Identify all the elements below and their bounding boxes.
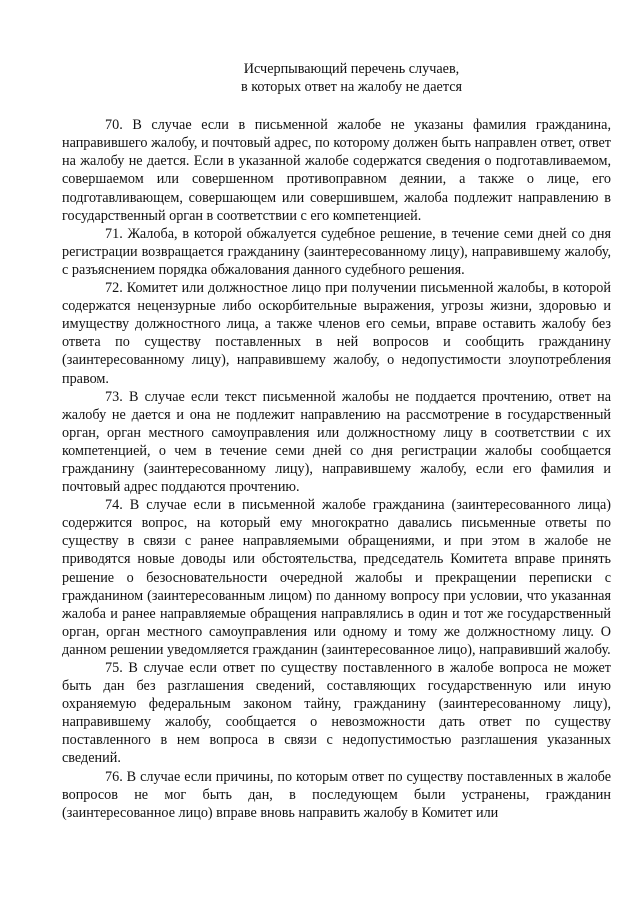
- paragraph-74: 74. В случае если в письменной жалобе гражданина (заинтересованного лица) содержится вопрос, на который ему многократно давались письменные ответы по существу в связи с ранее направляемыми обращениями, и при этом в жалобе не приводятся новые доводы или обстоятельства, председатель Комитета вправе принять решение о безосновательности очередной жалобы и прекращении переписки с гражданином (заинтересованным лицом) по данному вопросу при условии, что указанная жалоба и ранее направляемые обращения направлялись в один и тот же государственный орган, орган местного самоуправления или одному и тому же должностному лицу. О данном решении уведомляется гражданин (заинтересованное лицо), направивший жалобу.: [62, 497, 611, 658]
- paragraph-73: 73. В случае если текст письменной жалобы не поддается прочтению, ответ на жалобу не дается и она не подлежит направлению на рассмотрение в государственный орган, орган местного самоуправления или должностному лицу в соответствии с их компетенцией, о чем в течение семи дней со дня регистрации жалобы сообщается гражданину (заинтересованному лицу), направившему жалобу, если его фамилия и почтовый адрес поддаются прочтению.: [62, 388, 611, 496]
- paragraph-70: 70. В случае если в письменной жалобе не указаны фамилия гражданина, направившего жалобу, и почтовый адрес, по которому должен быть направлен ответ, ответ на жалобу не дается. Если в указанной жалобе содержатся сведения о подготавливаемом, совершаемом или совершенном противоправном деянии, а также о лице, его подготавливающем, совершающем или совершившем, жалоба подлежит направлению в государственный орган в соответствии с его компетенцией.: [62, 117, 611, 224]
- title-line-1: Исчерпывающий перечень случаев,: [243, 61, 460, 77]
- page-title: [62, 60, 611, 96]
- document-page: [62, 60, 611, 822]
- title-line-2: в которых ответ на жалобу не дается: [240, 79, 463, 96]
- paragraph-72: 72. Комитет или должностное лицо при получении письменной жалобы, в которой содержатся нецензурные либо оскорбительные выражения, угрозы жизни, здоровью и имуществу должностного лица, а также членов его семьи, вправе оставить жалобу без ответа по существу поставленных в ней вопросов и сообщить гражданину (заинтересованному лицу), направившему жалобу, о недопустимости злоупотребления правом.: [62, 280, 611, 387]
- paragraph-75: 75. В случае если ответ по существу поставленного в жалобе вопроса не может быть дан без разглашения сведений, составляющих государственную или иную охраняемую федеральным законом тайну, гражданину (заинтересованному лицу), направившему жалобу, сообщается о невозможности дать ответ по существу поставленного в нем вопроса в связи с недопустимостью разглашения указанных сведений.: [62, 660, 611, 767]
- paragraph-71: 71. Жалоба, в которой обжалуется судебное решение, в течение семи дней со дня регистрации возвращается гражданину (заинтересованному лицу), направившему жалобу, с разъяснением порядка обжалования данного судебного решения.: [62, 225, 611, 278]
- paragraph-76: 76. В случае если причины, по которым ответ по существу поставленных в жалобе вопросов не мог быть дан, в последующем были устранены, гражданин (заинтересованное лицо) вправе вновь направить жалобу в Комитет или: [62, 768, 611, 821]
